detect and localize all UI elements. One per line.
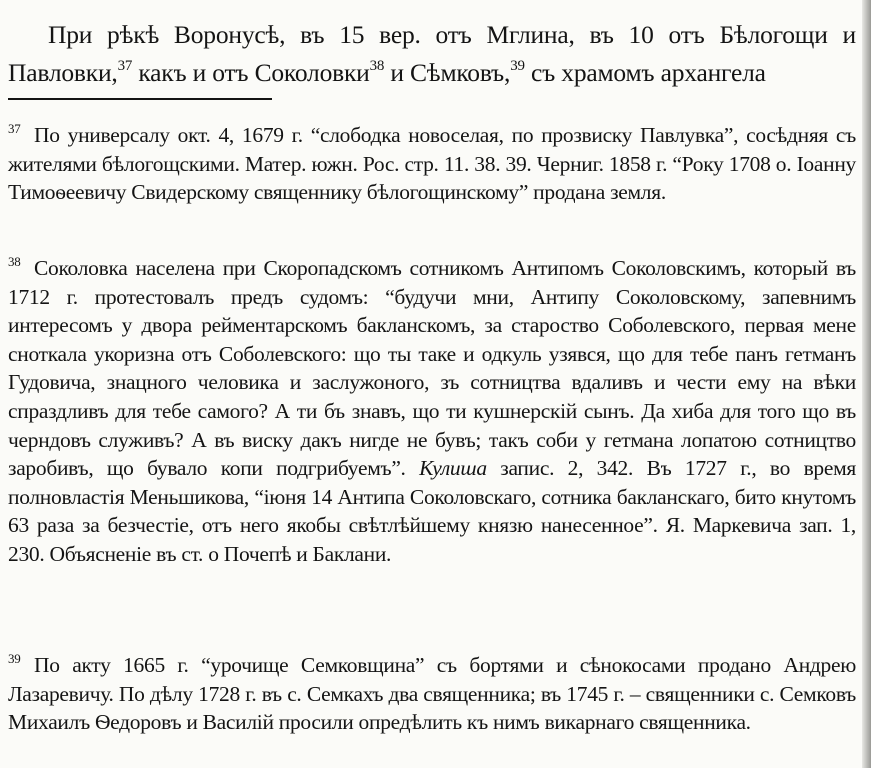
main-paragraph: [8, 16, 856, 92]
footnote-39-text: По акту 1665 г. “урочище Семковщина” съ бортями и сѣнокосами продано Андрею Лазаревичу. По дѣлу 1728 г. въ с. Семкахъ два священника; въ 1745 г. – священники с. Семковъ Михаилъ Ѳедоровъ и Василій просили опредѣлить къ нимъ викарнаго священника.: [8, 653, 856, 735]
main-line-2d: съ храмомъ архангела: [524, 58, 766, 87]
footnote-38-italic-author: Кулиша: [419, 456, 487, 481]
footnote-37-text: По универсалу окт. 4, 1679 г. “слободка новоселая, по прозвиску Павлувка”, сосѣдняя съ жителями бѣлогощскими. Матер. южн. Рос. стр. 11. 38. 39. Черниг. 1858 г. “Року 1708 о. Іоанну Тимоѳеевичу Свидерскому священнику бѣлогощинскому” продана земля.: [8, 123, 856, 205]
footnote-38-text-b: запис. 2, 342. Въ 1727 г., во время полновластія Меньшикова, “іюня 14 Антипа Соколовскаго, сотника бакланскаго, бито кнутомъ 63 раза за безчестіе, отъ него якобы свѣтлѣйшему князю нанесенное”. Я. Маркевича зап. 1, 230. Объясненіе въ ст. о Почепѣ и Баклани.: [8, 456, 857, 566]
footnote-number-39: 39: [8, 651, 21, 666]
footnote-39: [8, 651, 856, 737]
footnote-38: [8, 254, 856, 569]
footnote-number-37: 37: [8, 121, 21, 136]
page-edge-shadow: [862, 0, 871, 768]
main-line-2b: какъ и отъ Соколовки: [132, 58, 370, 87]
main-line-2c: и Сѣмковъ,: [384, 58, 511, 87]
footnote-38-text-a: Соколовка населена при Скоропадскомъ сотникомъ Антипомъ Соколовскимъ, который въ 1712 г. протестовалъ предъ судомъ: “будучи мни, Антипу Соколовскому, запевнимъ интересомъ у двора рейментарскомъ бакланскомъ, за староство Соболевского, первая мене сноткала укоризна отъ Соболевского: що ты таке и одкуль узявся, що для тебе панъ гетманъ Гудовича, знацного человика и заслужоного, зъ сотництва вдаливъ и чести ему на вѣки спраздливъ для тебе самого? А ти бъ знавъ, що ти кушнерскій сынъ. Да хиба для того що въ черндовъ служивъ? А въ виску дакъ нигде не бувъ; такъ соби у гетмана лопатою сотництво заробивъ, що бувало копи подгрибуемъ”.: [8, 256, 856, 481]
footnote-ref-38[interactable]: 38: [369, 58, 385, 74]
footnote-separator: [8, 98, 272, 100]
main-line-1: При рѣкѣ Воронусѣ, въ 15 вер. отъ Мглина, въ 10 отъ Бѣлогощи и: [48, 20, 856, 49]
footnote-ref-37[interactable]: 37: [117, 58, 133, 74]
main-line-2a: Павловки,: [8, 58, 118, 87]
footnote-37: [8, 121, 856, 207]
footnote-number-38: 38: [8, 254, 21, 269]
footnote-ref-39[interactable]: 39: [510, 58, 525, 74]
